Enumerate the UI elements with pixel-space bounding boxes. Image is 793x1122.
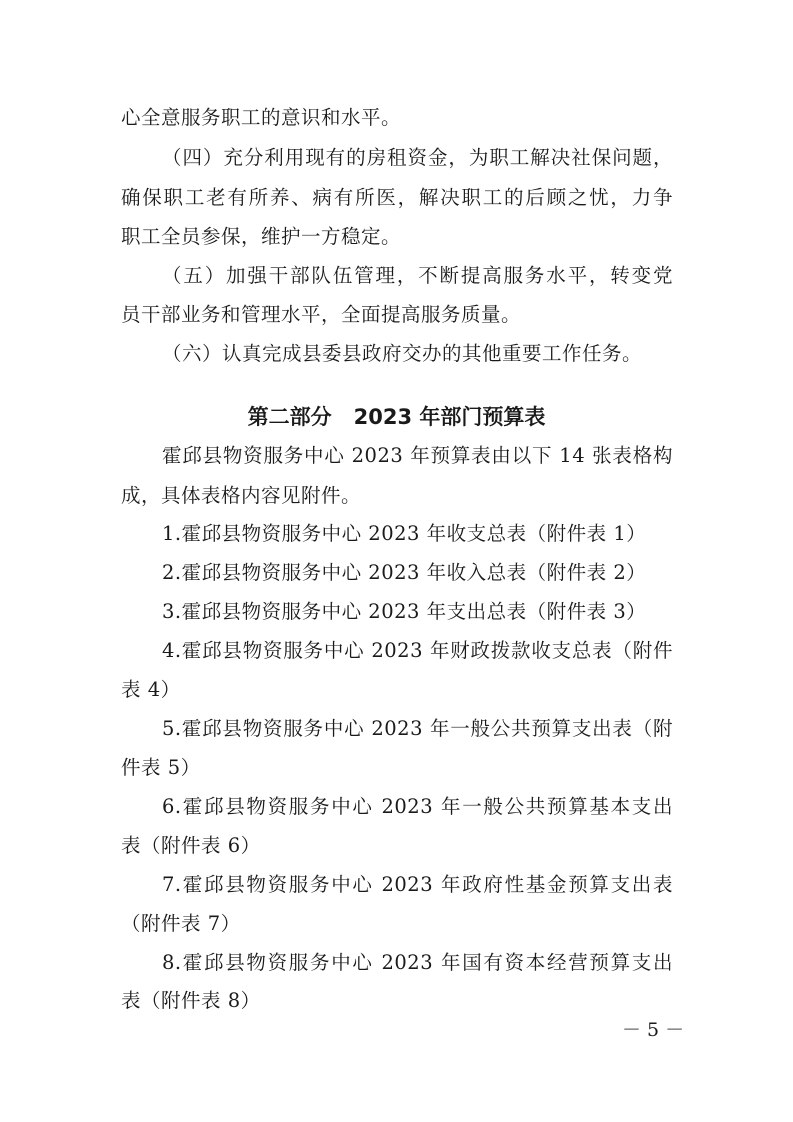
- list-item-6-line-2: 表（附件表 6）: [121, 834, 261, 857]
- paragraph-5-line-1: （五）加强干部队伍管理，不断提高服务水平，转变党: [162, 264, 673, 287]
- page-number: － 5 －: [622, 1019, 685, 1041]
- heading-part: 第二部分: [247, 405, 332, 429]
- paragraph-6: （六）认真完成县委县政府交办的其他重要工作任务。: [162, 342, 643, 365]
- list-item-5-line-2: 件表 5）: [121, 756, 201, 779]
- intro-line-2: 成，具体表格内容见附件。: [121, 484, 362, 507]
- list-item-7-line-2: （附件表 7）: [121, 912, 241, 935]
- paragraph-4-line-3: 职工全员参保，维护一方稳定。: [121, 225, 402, 248]
- list-item-4-line-2: 表 4）: [121, 678, 181, 701]
- list-item-5-line-1: 5.霍邱县物资服务中心 2023 年一般公共预算支出表（附: [162, 717, 673, 740]
- list-item-8-line-1: 8.霍邱县物资服务中心 2023 年国有资本经营预算支出: [162, 951, 673, 974]
- list-item-6-line-1: 6.霍邱县物资服务中心 2023 年一般公共预算基本支出: [162, 795, 673, 818]
- paragraph-4-line-2: 确保职工老有所养、病有所医，解决职工的后顾之忧，力争: [121, 186, 673, 209]
- list-item-1: 1.霍邱县物资服务中心 2023 年收支总表（附件表 1）: [162, 522, 647, 545]
- heading-title: 2023 年部门预算表: [353, 405, 546, 429]
- paragraph-3-end: 心全意服务职工的意识和水平。: [121, 106, 402, 129]
- list-item-4-line-1: 4.霍邱县物资服务中心 2023 年财政拨款收支总表（附件: [162, 639, 673, 662]
- section-heading: [0, 401, 793, 433]
- list-item-8-line-2: 表（附件表 8）: [121, 989, 261, 1012]
- paragraph-4-line-1: （四）充分利用现有的房租资金，为职工解决社保问题，: [162, 146, 673, 169]
- intro-line-1: 霍邱县物资服务中心 2023 年预算表由以下 14 张表格构: [162, 444, 673, 467]
- list-item-3: 3.霍邱县物资服务中心 2023 年支出总表（附件表 3）: [162, 600, 647, 623]
- list-item-2: 2.霍邱县物资服务中心 2023 年收入总表（附件表 2）: [162, 561, 647, 584]
- list-item-7-line-1: 7.霍邱县物资服务中心 2023 年政府性基金预算支出表: [162, 873, 673, 896]
- paragraph-5-line-2: 员干部业务和管理水平，全面提高服务质量。: [121, 303, 522, 326]
